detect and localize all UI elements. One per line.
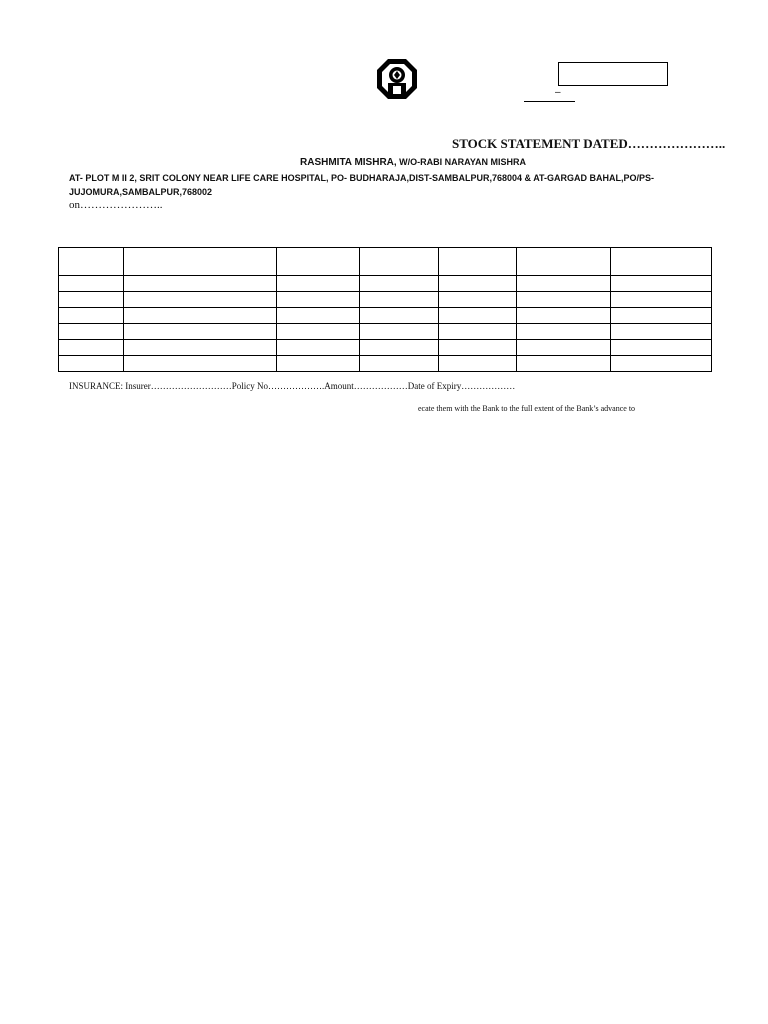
- table-cell: [439, 340, 517, 356]
- reference-box: [558, 62, 668, 86]
- table-cell: [439, 276, 517, 292]
- bank-logo-icon: [376, 58, 418, 100]
- table-cell: [277, 292, 360, 308]
- borrower-name: RASHMITA MISHRA,: [300, 157, 397, 168]
- table-cell: [360, 308, 439, 324]
- table-cell: [439, 248, 517, 276]
- table-cell: [517, 248, 611, 276]
- table-header-row: [59, 248, 712, 276]
- document-title: STOCK STATEMENT DATED…………………..: [452, 136, 726, 151]
- table-cell: [611, 308, 712, 324]
- table-cell: [517, 276, 611, 292]
- table-cell: [124, 292, 277, 308]
- table-cell: [360, 324, 439, 340]
- small-mark: –: [555, 87, 561, 98]
- table-cell: [59, 292, 124, 308]
- table-cell: [439, 308, 517, 324]
- table-cell: [59, 340, 124, 356]
- table-row: [59, 276, 712, 292]
- table-cell: [611, 276, 712, 292]
- table-cell: [611, 324, 712, 340]
- table-cell: [59, 324, 124, 340]
- table-cell: [124, 340, 277, 356]
- table-cell: [611, 340, 712, 356]
- table-cell: [277, 324, 360, 340]
- table-cell: [439, 356, 517, 372]
- underline-rule: [524, 101, 575, 102]
- insurance-line: INSURANCE: Insurer………………………Policy No……………….Amount………………Date of Expiry………………: [69, 381, 516, 391]
- table-cell: [517, 356, 611, 372]
- table-row: [59, 356, 712, 372]
- table-cell: [517, 292, 611, 308]
- borrower-address: AT- PLOT M II 2, SRIT COLONY NEAR LIFE CARE HOSPITAL, PO- BUDHARAJA,DIST-SAMBALPUR,768004 & AT-GARGAD BAHAL,PO/PS-JUJOMURA,SAMBALPUR,768002: [69, 173, 655, 197]
- table-cell: [611, 292, 712, 308]
- table-cell: [124, 356, 277, 372]
- on-date-line: on…………………..: [69, 199, 163, 211]
- table-cell: [277, 356, 360, 372]
- bank-logo: [376, 58, 418, 100]
- table-row: [59, 308, 712, 324]
- borrower-line: [300, 157, 526, 168]
- table-cell: [59, 308, 124, 324]
- table-row: [59, 324, 712, 340]
- table-cell: [360, 276, 439, 292]
- table-cell: [439, 292, 517, 308]
- declaration-text: ecate them with the Bank to the full extent of the Bank’s advance to: [418, 404, 636, 413]
- table-cell: [360, 340, 439, 356]
- table-cell: [277, 308, 360, 324]
- table-cell: [124, 324, 277, 340]
- borrower-relation: W/O-RABI NARAYAN MISHRA: [396, 157, 527, 167]
- table-row: [59, 340, 712, 356]
- table-cell: [124, 248, 277, 276]
- table-cell: [59, 356, 124, 372]
- table-cell: [517, 308, 611, 324]
- table-cell: [124, 308, 277, 324]
- table-cell: [277, 340, 360, 356]
- table-cell: [277, 248, 360, 276]
- table-cell: [59, 248, 124, 276]
- table-cell: [124, 276, 277, 292]
- table-cell: [517, 340, 611, 356]
- table-cell: [59, 276, 124, 292]
- table-cell: [439, 324, 517, 340]
- table-cell: [517, 324, 611, 340]
- stock-table: [58, 247, 712, 372]
- table-cell: [360, 248, 439, 276]
- table-cell: [277, 276, 360, 292]
- table-cell: [360, 292, 439, 308]
- table-row: [59, 292, 712, 308]
- table-cell: [360, 356, 439, 372]
- table-cell: [611, 248, 712, 276]
- table-cell: [611, 356, 712, 372]
